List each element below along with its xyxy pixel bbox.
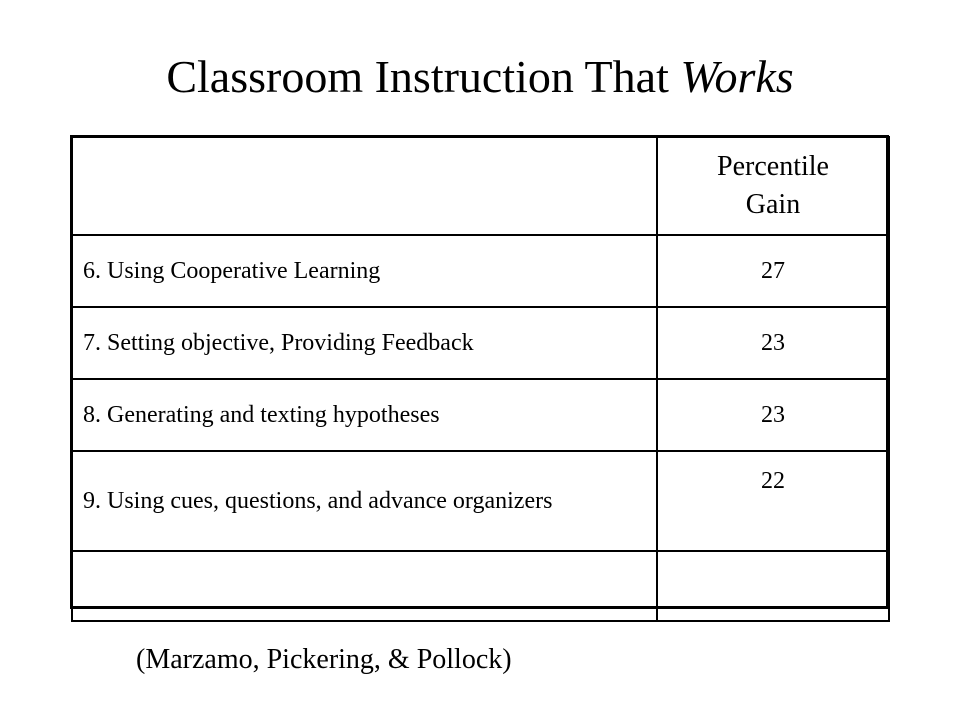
table-row — [72, 451, 889, 551]
citation: (Marzamo, Pickering, & Pollock) — [136, 644, 512, 675]
table-row — [72, 551, 889, 621]
header-strategy-cell — [72, 137, 657, 235]
header-gain-cell — [657, 137, 889, 235]
strategy-cell: 8. Generating and texting hypotheses — [72, 379, 657, 451]
gain-cell: 23 — [657, 379, 889, 451]
strategies-table — [71, 136, 890, 622]
gain-cell: 23 — [657, 307, 889, 379]
gain-cell: 27 — [657, 235, 889, 307]
table-header-row — [72, 137, 889, 235]
gain-cell — [657, 551, 889, 621]
slide-title-main: Classroom Instruction That — [166, 51, 681, 102]
header-gain-line-1: Percentile — [717, 151, 829, 182]
header-gain-line-2: Gain — [745, 189, 801, 220]
table-row — [72, 235, 889, 307]
slide-title — [0, 52, 960, 103]
strategy-cell: 7. Setting objective, Providing Feedback — [72, 307, 657, 379]
table-row — [72, 379, 889, 451]
gain-cell: 22 — [657, 451, 889, 551]
strategy-cell: 9. Using cues, questions, and advance organizers — [72, 451, 657, 551]
strategy-cell: 6. Using Cooperative Learning — [72, 235, 657, 307]
table-row — [72, 307, 889, 379]
strategy-cell — [72, 551, 657, 621]
slide-title-emphasis: Works — [680, 51, 794, 102]
